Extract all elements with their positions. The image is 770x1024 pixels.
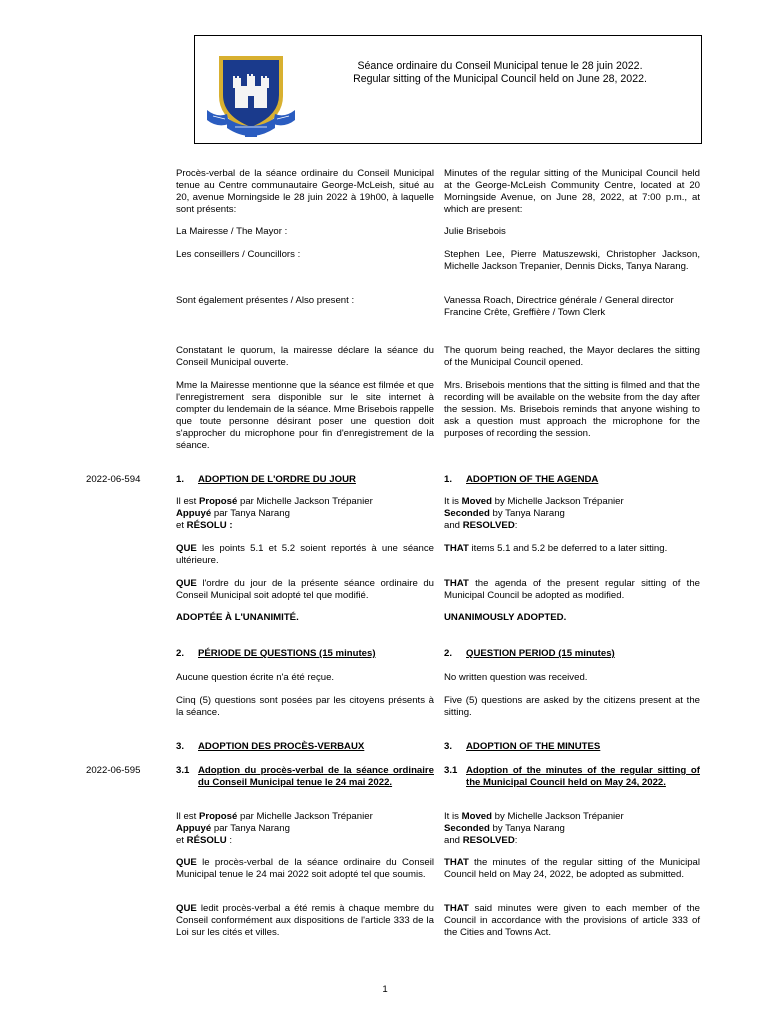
section-title: QUESTION PERIOD (15 minutes) [466,648,615,659]
also-present-label: Sont également présentes / Also present : [176,295,355,306]
filmed-notice-en: Mrs. Brisebois mentions that the sitting is filmed and that the recording will be available on the website from the day after the session. Ms. Brisebois reminds that anyone wishing to ask a question must approach the microphone for the purposes of recording the session. [444,380,700,439]
also-present-value [444,295,700,319]
section-title: ADOPTION OF THE MINUTES [466,741,601,752]
header-title [305,60,695,86]
section-1-clause-2-en: THAT the agenda of the present regular sitting of the Municipal Council be adopted as modified. [444,578,700,601]
subsection-title: Adoption of the minutes of the regular sitting of the Municipal Council held on May 24, 2022. [466,765,700,788]
section-3-motion-en: It is Moved by Michelle Jackson Trépanier Seconded by Tanya Narang and RESOLVED: [444,811,624,846]
section-title: PÉRIODE DE QUESTIONS (15 minutes) [198,648,376,659]
section-number: 2. [176,648,185,659]
section-title: ADOPTION OF THE AGENDA [466,474,599,485]
header-box [194,35,702,144]
section-1-motion-en: It is Moved by Michelle Jackson Trépanier Seconded by Tanya Narang and RESOLVED: [444,496,624,531]
section-1-heading-fr [176,474,434,486]
resolution-number-2: 2022-06-595 [86,765,141,776]
section-3-clause-1-en: THAT the minutes of the regular sitting of the Municipal Council held on May 24, 2022, be adopted as submitted. [444,857,700,880]
subsection-title: Adoption du procès-verbal de la séance ordinaire du Conseil Municipal tenue le 24 mai 2022. [198,765,434,788]
subsection-3-1-heading-en [444,765,700,789]
section-2-para-1-fr: Aucune question écrite n'a été reçue. [176,672,335,683]
councillors-label: Les conseillers / Councillors : [176,249,301,260]
section-2-para-2-en: Five (5) questions are asked by the citizens present at the sitting. [444,695,700,718]
section-1-adopted-en: UNANIMOUSLY ADOPTED. [444,612,567,623]
quorum-fr: Constatant le quorum, la mairesse déclare la séance du Conseil Municipal ouverte. [176,345,434,368]
section-number: 3. [176,741,185,752]
section-1-adopted-fr: ADOPTÉE À L'UNANIMITÉ. [176,612,299,623]
section-title: ADOPTION DES PROCÈS-VERBAUX [198,741,365,752]
intro-en: Minutes of the regular sitting of the Municipal Council held at the George-McLeish Community Centre, located at 20 Morningside Avenue, on June 28, 2022, at 7:00 p.m., at which are present: [444,168,700,215]
also-present-line-2: Francine Crête, Greffière / Town Clerk [444,307,606,318]
section-2-heading-fr [176,648,434,660]
header-title-en: Regular sitting of the Municipal Council held on June 28, 2022. [353,73,647,85]
subsection-3-1-heading-fr [176,765,434,789]
intro-fr: Procès-verbal de la séance ordinaire du Conseil Municipal tenue au Centre communautaire George-McLeish, situé au 20, avenue Morningside le 28 juin 2022 à 19h00, à laquelle sont présents: [176,168,434,215]
mayor-value: Julie Brisebois [444,226,506,237]
section-1-clause-2-fr: QUE l'ordre du jour de la présente séance ordinaire du Conseil Municipal soit adopté tel que modifié. [176,578,434,601]
section-title: ADOPTION DE L'ORDRE DU JOUR [198,474,356,485]
section-3-heading-en [444,741,700,753]
section-1-motion-fr: Il est Proposé par Michelle Jackson Trépanier Appuyé par Tanya Narang et RÉSOLU : [176,496,373,531]
section-2-heading-en [444,648,700,660]
section-number: 1. [444,474,453,485]
section-2-para-1-en: No written question was received. [444,672,588,683]
subsection-number: 3.1 [176,765,190,776]
header-title-fr: Séance ordinaire du Conseil Municipal tenue le 28 juin 2022. [357,60,643,72]
section-3-clause-2-fr: QUE ledit procès-verbal a été remis à chaque membre du Conseil conformément aux dispositions de l'article 333 de la Loi sur les cités et villes. [176,903,434,938]
section-number: 2. [444,648,453,659]
mayor-label: La Mairesse / The Mayor : [176,226,288,237]
councillors-value: Stephen Lee, Pierre Matuszewski, Christopher Jackson, Michelle Jackson Trepanier, Dennis Dicks, Tanya Narang. [444,249,700,272]
section-3-clause-1-fr: QUE le procès-verbal de la séance ordinaire du Conseil Municipal tenue le 24 mai 2022 soit adopté tel que soumis. [176,857,434,880]
filmed-notice-fr: Mme la Mairesse mentionne que la séance est filmée et que l'enregistrement sera disponible sur le site internet à compter du lendemain de la séance. Mme Brisebois rappelle que toute personne désirant poser une question doit s'approcher du microphone pour fin d'enregistrement de la séance. [176,380,434,451]
page-number: 1 [382,984,388,995]
section-3-motion-fr: Il est Proposé par Michelle Jackson Trépanier Appuyé par Tanya Narang et RÉSOLU : [176,811,373,846]
also-present-line-1: Vanessa Roach, Directrice générale / General director [444,295,674,306]
subsection-number: 3.1 [444,765,458,776]
section-3-clause-2-en: THAT said minutes were given to each member of the Council in accordance with the provisions of article 333 of the Cities and Towns Act. [444,903,700,938]
section-number: 1. [176,474,185,485]
municipal-crest-logo [205,48,297,138]
section-3-heading-fr [176,741,434,753]
section-1-clause-1-fr: QUE les points 5.1 et 5.2 soient reportés à une séance ultérieure. [176,543,434,566]
section-number: 3. [444,741,453,752]
section-1-clause-1-en: THAT items 5.1 and 5.2 be deferred to a later sitting. [444,543,668,554]
resolution-number-1: 2022-06-594 [86,474,141,485]
section-1-heading-en [444,474,700,486]
section-2-para-2-fr: Cinq (5) questions sont posées par les citoyens présents à la séance. [176,695,434,718]
quorum-en: The quorum being reached, the Mayor declares the sitting of the Municipal Council opened. [444,345,700,368]
